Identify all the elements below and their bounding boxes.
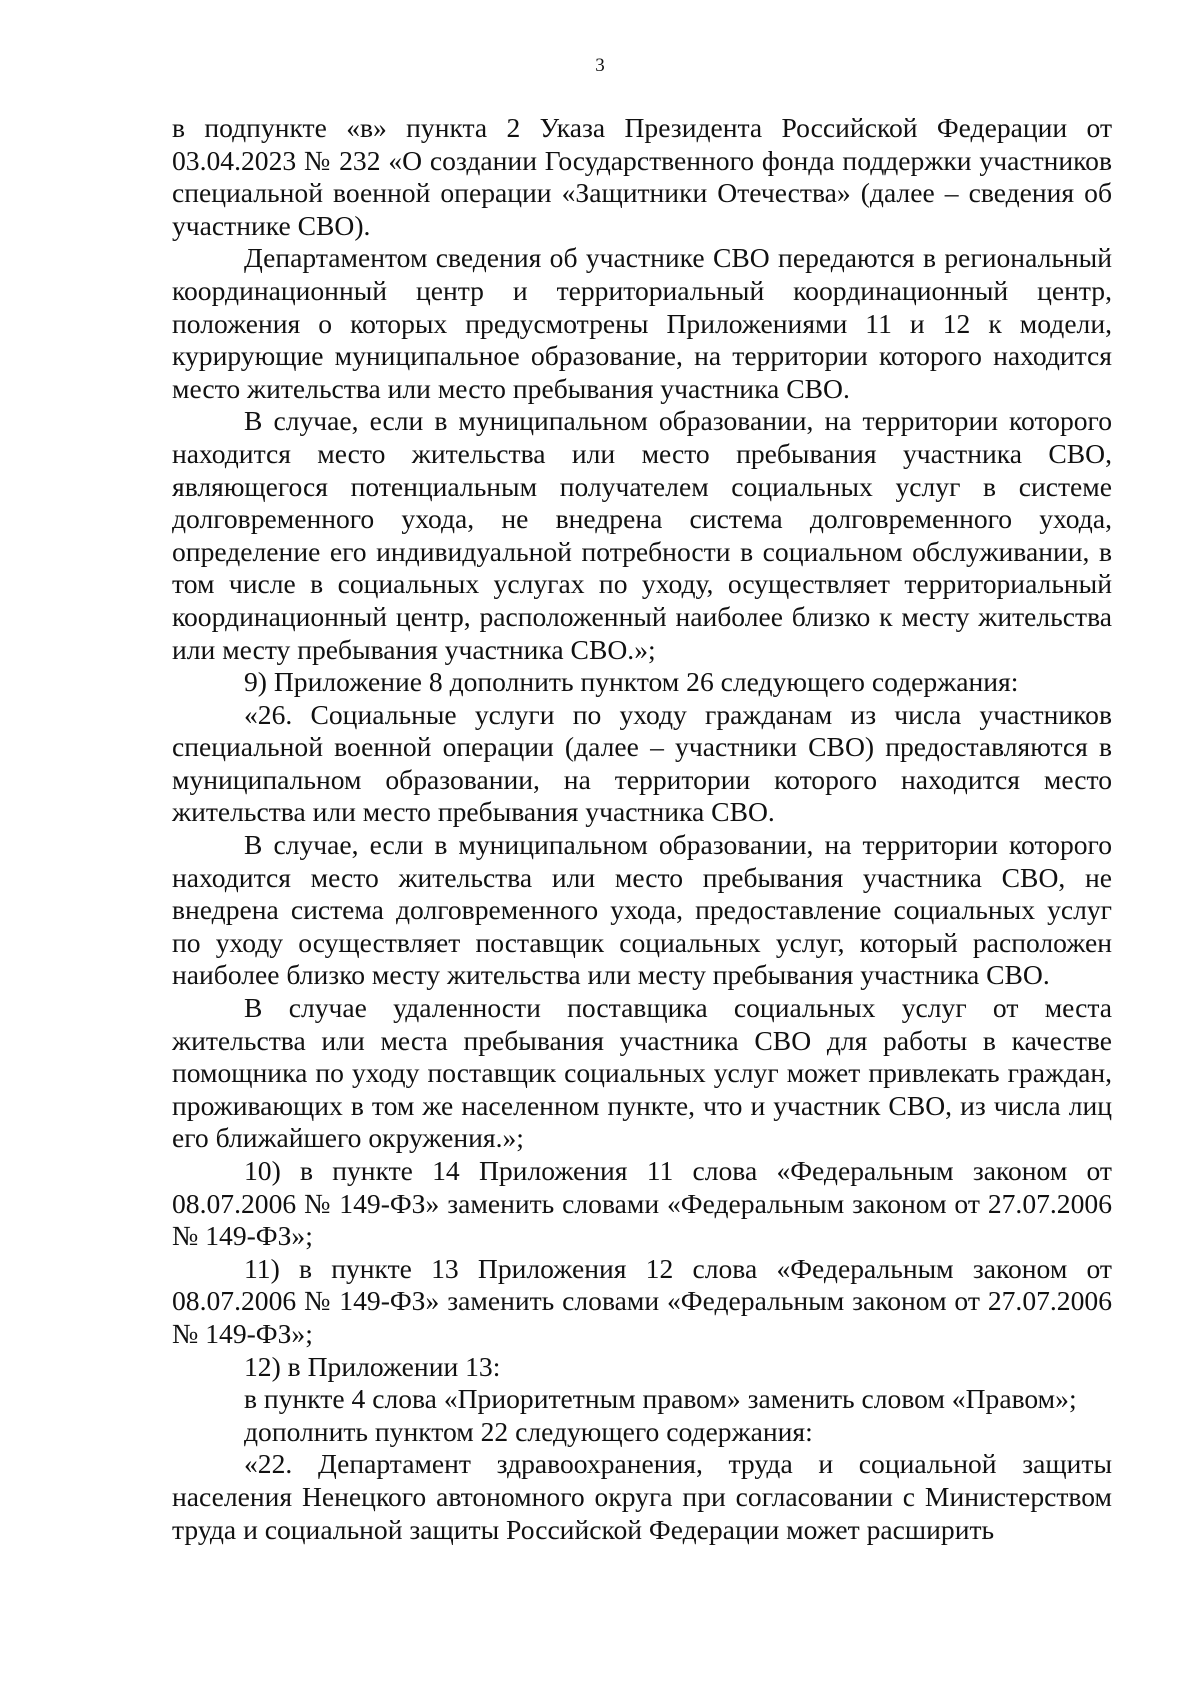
paragraph-4: 9) Приложение 8 дополнить пунктом 26 следующего содержания: bbox=[244, 666, 1019, 698]
paragraph-13: «22. Департамент здравоохранения, труда и социальной защиты населения Ненецкого автономного округа при согласовании с Министерством труда и социальной защиты Российской Федерации может расширить bbox=[172, 1448, 1112, 1545]
document-body bbox=[172, 112, 1112, 1546]
paragraph-12: дополнить пунктом 22 следующего содержания: bbox=[244, 1415, 813, 1447]
paragraph-6: В случае, если в муниципальном образовании, на территории которого находится место жительства или место пребывания участника СВО, не внедрена система долговременного ухода, предоставление социальных услуг по уходу осуществляет поставщик социальных услуг, который расположен наиболее близко месту жительства или месту пребывания участника СВО. bbox=[172, 829, 1112, 991]
paragraph-5: «26. Социальные услуги по уходу гражданам из числа участников специальной военной операции (далее – участники СВО) предоставляются в муниципальном образовании, на территории которого находится место жительства или место пребывания участника СВО. bbox=[172, 698, 1112, 828]
paragraph-11: в пункте 4 слова «Приоритетным правом» заменить словом «Правом»; bbox=[244, 1383, 1077, 1415]
page-number: 3 bbox=[595, 55, 605, 76]
paragraph-3: В случае, если в муниципальном образовании, на территории которого находится место жительства или место пребывания участника СВО, являющегося потенциальным получателем социальных услуг в системе долговременного ухода, не внедрена система долговременного ухода, определение его индивидуальной потребности в социальном обслуживании, в том числе в социальных услугах по уходу, осуществляет территориальный координационный центр, расположенный наиболее близко к месту жительства или месту пребывания участника СВО.»; bbox=[172, 405, 1112, 665]
paragraph-8: 10) в пункте 14 Приложения 11 слова «Федеральным законом от 08.07.2006 № 149-ФЗ» заменить словами «Федеральным законом от 27.07.2006 № 149-ФЗ»; bbox=[172, 1155, 1112, 1252]
paragraph-1: в подпункте «в» пункта 2 Указа Президента Российской Федерации от 03.04.2023 № 232 «О создании Государственного фонда поддержки участников специальной военной операции «Защитники Отечества» (далее – сведения об участнике СВО). bbox=[172, 112, 1112, 241]
paragraph-10: 12) в Приложении 13: bbox=[244, 1350, 501, 1382]
paragraph-2: Департаментом сведения об участнике СВО передаются в региональный координационный центр и территориальный координационный центр, положения о которых предусмотрены Приложениями 11 и 12 к модели, курирующие муниципальное образование, на территории которого находится место жительства или место пребывания участника СВО. bbox=[172, 242, 1112, 404]
paragraph-9: 11) в пункте 13 Приложения 12 слова «Федеральным законом от 08.07.2006 № 149-ФЗ» заменить словами «Федеральным законом от 27.07.2006 № 149-ФЗ»; bbox=[172, 1252, 1112, 1349]
paragraph-7: В случае удаленности поставщика социальных услуг от места жительства или места пребывания участника СВО для работы в качестве помощника по уходу поставщик социальных услуг может привлекать граждан, проживающих в том же населенном пункте, что и участник СВО, из числа лиц его ближайшего окружения.»; bbox=[172, 992, 1112, 1154]
